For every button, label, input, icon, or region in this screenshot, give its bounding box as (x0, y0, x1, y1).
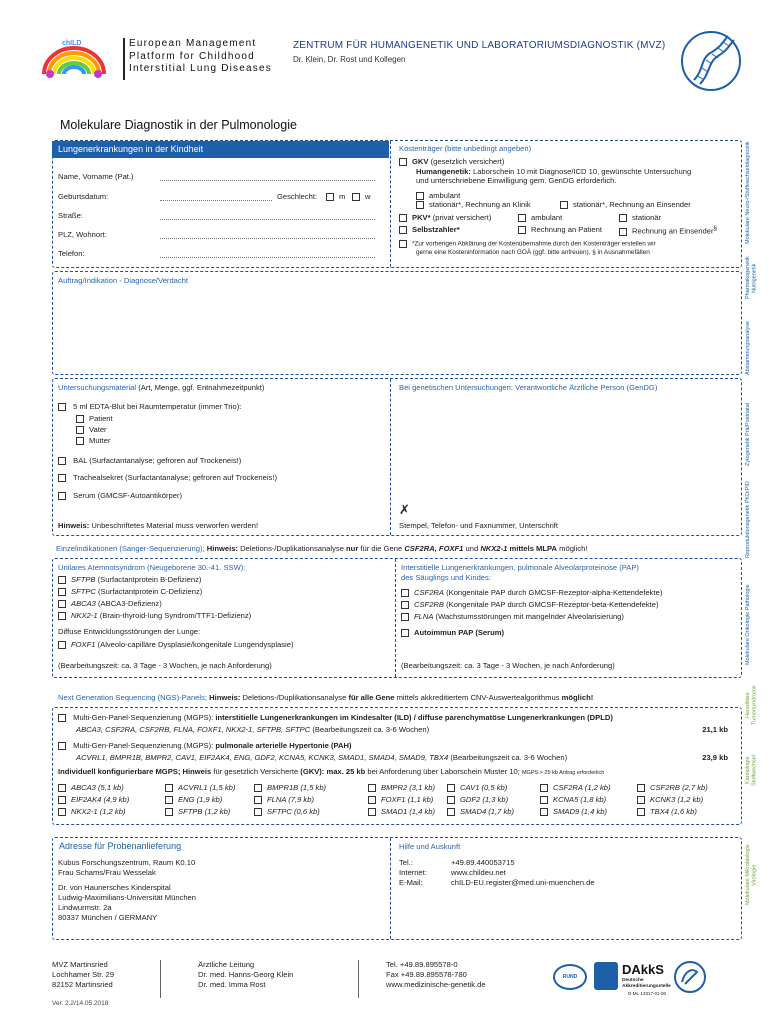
checkbox[interactable] (518, 226, 526, 234)
checkbox[interactable] (619, 214, 627, 222)
checkbox[interactable] (352, 193, 360, 201)
einzel-heading: Einzelindikationen (Sanger-Sequenzierung); (56, 544, 205, 553)
gene-panel-option[interactable]: EIF2AK4 (4,9 kb) (58, 795, 129, 804)
einzel-text: Deletions-/Duplikationsanalyse (240, 544, 344, 553)
checkbox[interactable] (165, 784, 173, 792)
street-label: Straße: (58, 211, 83, 220)
checkbox[interactable] (416, 201, 424, 209)
checkbox[interactable] (76, 426, 84, 434)
arzt-subheading: (GenDG) (626, 383, 658, 392)
hilfe-heading: Hilfe und Auskunft (399, 842, 461, 851)
gender-label: Geschlecht: (277, 192, 318, 201)
gene-panel-option[interactable]: SMAD1 (1,4 kb) (368, 807, 435, 816)
side-label: Hereditäre Tumorsyndrome (745, 685, 758, 725)
checkbox[interactable] (76, 437, 84, 445)
child-logo (36, 38, 118, 82)
gene-panel-option[interactable]: KCNA5 (1,8 kb) (540, 795, 606, 804)
checkbox[interactable] (518, 214, 526, 222)
gender-w[interactable]: w (352, 192, 370, 201)
phone-field[interactable] (160, 257, 375, 258)
side-label: Molekulare Mikrobiologie Virologie (745, 844, 758, 906)
divider (390, 379, 391, 535)
side-label: Zytogenetik Prä/Postnatal (745, 403, 751, 467)
gene-option[interactable]: ABCA3 (ABCA3-Defizienz) (58, 599, 162, 608)
unilar-heading: Unilares Atemnotsyndrom (Neugeborene 30.-41. SSW): (58, 563, 246, 572)
logo-text: chILD (62, 40, 82, 47)
side-label: Molekulare Neuro-/Stoffwechseldiagnostik (745, 141, 751, 244)
gene-panel-option[interactable]: FLNA (7,9 kb) (254, 795, 314, 804)
checkbox[interactable] (560, 201, 568, 209)
checkbox[interactable] (401, 613, 409, 621)
checkbox[interactable] (368, 808, 376, 816)
diffuse-heading: Diffuse Entwicklungsstörungen der Lunge: (58, 627, 201, 636)
material-subheading: (Art, Menge, ggf. Entnahmezeitpunkt) (138, 383, 265, 392)
gene-panel-option[interactable]: NKX2-1 (1,2 kb) (58, 807, 125, 816)
edta-option[interactable]: 5 ml EDTA-Blut bei Raumtemperatur (immer Trio): (58, 402, 241, 411)
side-label: Reproduktionsgenetik PKD/PID (745, 481, 751, 559)
dna-logo-icon (680, 30, 742, 92)
checkbox[interactable] (399, 240, 407, 248)
tracheal-option[interactable]: Trachealsekret (Surfactantanalyse; gefroren auf Trockeneis!) (58, 473, 277, 482)
rechnung-einsender-option[interactable]: Rechnung an Einsender§ (619, 225, 717, 236)
hinweis-label: Hinweis: (58, 521, 90, 530)
checkbox[interactable] (447, 796, 455, 804)
dakks-sub: Deutsche Akkreditierungsstelle (622, 978, 671, 989)
checkbox[interactable] (58, 474, 66, 482)
auftrag-heading: Auftrag/Indikation - Diagnose/Verdacht (58, 276, 189, 285)
signature-mark: ✗ (399, 502, 410, 517)
panel-pah-option[interactable]: Multi-Gen-Panel-Sequenzierung (MGPS): pulmonale arterielle Hypertonie (PAH) (58, 741, 352, 750)
dob-field[interactable] (160, 200, 272, 201)
panel-ild-genes: ABCA3, CSF2RA, CSF2RB, FLNA, FOXF1, NKX2-1, SFTPB, SFTPC (Bearbeitungszeit ca. 3-6 Wochen) (76, 725, 430, 734)
humangenetik-text: Laborschein 10 mit Diagnose/ICD 10, gewünschte Untersuchung (472, 167, 692, 176)
einzel-mlpa: mittels MLPA (509, 544, 558, 553)
material-heading: Untersuchungsmaterial (58, 383, 137, 392)
org-name: European Management Platform for Childhood Interstitial Lung Diseases (129, 38, 272, 74)
divider (395, 559, 396, 677)
checkbox[interactable] (368, 784, 376, 792)
checkbox[interactable] (401, 589, 409, 597)
side-label: Abstammungsanalyse (745, 320, 751, 375)
einzel-genes: CSF2RA, FOXF1 (404, 544, 464, 553)
selbstzahler-option[interactable]: Selbstzahler* (399, 225, 460, 234)
certification-logo: RUND (553, 964, 587, 990)
checkbox[interactable] (401, 629, 409, 637)
divider (358, 960, 359, 998)
pap-heading: Interstitielle Lungenerkrankungen, pulmonale Alveolarproteinose (PAP) (401, 563, 639, 572)
checkbox[interactable] (254, 808, 262, 816)
bal-option[interactable]: BAL (Surfactantanalyse; gefroren auf Trockeneis!) (58, 456, 241, 465)
gene-option[interactable]: NKX2-1 (Brain-thyroid-lung Syndrom/TTF1-Defizienz) (58, 611, 251, 620)
hinweis-text: Unbeschriftetes Material muss verworfen werden! (91, 521, 259, 530)
trio-mutter[interactable]: Mutter (76, 436, 111, 445)
dakks-logo: DAkkS (622, 962, 664, 977)
gene-panel-option[interactable]: CAV1 (0,5 kb) (447, 783, 507, 792)
checkbox[interactable] (58, 808, 66, 816)
adresse-block: Kubus Forschungszentrum, Raum K0.10 Frau Schams/Frau Wesselak Dr. von Haunersches Kinderspital Ludwig-Maximilians-Universität München Lindwurmstr. 2a 80337 München / GERMANY (58, 858, 197, 922)
serum-option[interactable]: Serum (GMCSF-Autoantikörper) (58, 491, 182, 500)
checkbox[interactable] (637, 808, 645, 816)
checkbox[interactable] (58, 784, 66, 792)
einzel-und: und (465, 544, 479, 553)
einzel-end: möglich! (559, 544, 588, 553)
footer-leitung: Ärztliche Leitung Dr. med. Hanns-Georg Klein Dr. med. Imma Rost (198, 960, 294, 989)
humangenetik-text2: und unterschriebene Einwilligung gem. GenDG erforderlich. (416, 176, 617, 185)
einzel-hinweis: Hinweis: (206, 544, 238, 553)
panel-pah-size: 23,9 kb (702, 753, 728, 762)
einzel-text2: für die Gene (360, 544, 403, 553)
divider (390, 838, 391, 939)
gene-option[interactable]: CSF2RA (Kongenitale PAP durch GMCSF-Rezeptor-alpha-Kettendefekte) (401, 588, 662, 597)
checkbox[interactable] (416, 192, 424, 200)
gender-m[interactable]: m (326, 192, 345, 201)
arzt-heading: Bei genetischen Untersuchungen: Verantwortliche Ärztliche Person (399, 383, 625, 392)
kosten-note[interactable]: *Zur vorherigen Abklärung der Kostenübernahme durch den Kostenträger erstellen wir (399, 240, 656, 249)
checkbox[interactable] (368, 796, 376, 804)
checkbox[interactable] (76, 415, 84, 423)
checkbox[interactable] (58, 492, 66, 500)
indiv-heading: Individuell konfigurierbare MGPS; Hinweis für gesetzlich Versicherte (GKV): max. 25 kb bei Anforderung über Laborschein Muster 10; MGPS > 25 kb Antrag erforderlich (58, 767, 605, 776)
ngs-heading: Next Generation Sequencing (NGS)-Panels; (58, 693, 207, 702)
pkv-ambulant-option[interactable]: ambulant (518, 213, 562, 222)
page-title: Molekulare Diagnostik in der Pulmonologie (60, 118, 297, 132)
autoimmun-option[interactable]: Autoimmun PAP (Serum) (401, 628, 504, 637)
pap-heading2: des Säuglings und Kindes: (401, 573, 491, 582)
checkbox[interactable] (401, 601, 409, 609)
stempel-label: Stempel, Telefon- und Faxnummer, Unterschrift (399, 521, 558, 530)
checkbox[interactable] (540, 808, 548, 816)
patient-heading: Lungenerkrankungen in der Kindheit (52, 141, 389, 158)
stationaer-einsender-option[interactable]: stationär*, Rechnung an Einsender (560, 200, 691, 209)
kosten-heading: Kostenträger (bitte unbedingt angeben) (399, 144, 532, 153)
gene-panel-option[interactable]: CSF2RB (2,7 kb) (637, 783, 708, 792)
gkv-option[interactable]: GKV (gesetzlich versichert) (399, 157, 504, 166)
plz-label: PLZ, Wohnort: (58, 230, 107, 239)
checkbox[interactable] (58, 641, 66, 649)
mvz-seal-icon (673, 960, 707, 994)
checkbox[interactable] (619, 228, 627, 236)
pkv-stationaer-option[interactable]: stationär (619, 213, 661, 222)
divider (123, 38, 125, 80)
phone-label: Telefon: (58, 249, 85, 258)
einzel-nur: nur (346, 544, 359, 553)
bearbeitungszeit: (Bearbeitungszeit: ca. 3 Tage - 3 Wochen, je nach Anforderung) (58, 661, 272, 670)
ngs-hinweis: Hinweis: (209, 693, 241, 702)
checkbox[interactable] (399, 158, 407, 166)
checkbox[interactable] (58, 588, 66, 596)
checkbox[interactable] (637, 796, 645, 804)
checkbox[interactable] (637, 784, 645, 792)
pkv-option[interactable]: PKV* (privat versichert) (399, 213, 491, 222)
ambulant-option[interactable]: ambulant (416, 191, 460, 200)
gene-option[interactable]: SFTPB (Surfactantprotein B-Defizienz) (58, 575, 201, 584)
panel-pah-genes: ACVRL1, BMPR1B, BMPR2, CAV1, EIF2AK4, ENG, GDF2, KCNA5, KCNK3, SMAD1, SMAD4, SMAD9, TBX4 (Bearbeitungszeit ca. 3-6 Wochen) (76, 753, 568, 762)
divider (160, 960, 161, 998)
dob-label: Geburtsdatum: (58, 192, 109, 201)
name-field[interactable] (160, 180, 375, 181)
plz-field[interactable] (160, 238, 375, 239)
checkbox[interactable] (58, 457, 66, 465)
gene-panel-option[interactable]: BMPR1B (1,5 kb) (254, 783, 326, 792)
ngs-alle: für alle Gene (348, 693, 395, 702)
gene-panel-option[interactable]: SFTPB (1,2 kb) (165, 807, 230, 816)
auftrag-section[interactable] (52, 271, 742, 375)
checkbox[interactable] (326, 193, 334, 201)
gene-option[interactable]: CSF2RB (Kongenitale PAP durch GMCSF-Rezeptor-beta-Kettendefekte) (401, 600, 659, 609)
gene-option[interactable]: FLNA (Wachstumsstörungen mit mangelnder Alveolarisierung) (401, 612, 624, 621)
gene-panel-option[interactable]: ABCA3 (5,1 kb) (58, 783, 124, 792)
ngs-end: möglich! (561, 693, 594, 702)
gene-panel-option[interactable]: SMAD4 (1,7 kb) (447, 807, 514, 816)
footer-address: MVZ Martinsried Lochhamer Str. 29 82152 Martinsried (52, 960, 115, 989)
checkbox[interactable] (165, 808, 173, 816)
checkbox[interactable] (58, 403, 66, 411)
checkbox[interactable] (399, 226, 407, 234)
checkbox[interactable] (58, 796, 66, 804)
gene-option[interactable]: SFTPC (Surfactantprotein C-Defizienz) (58, 587, 202, 596)
gene-panel-option[interactable]: CSF2RA (1,2 kb) (540, 783, 611, 792)
hilfe-values[interactable]: +49.89.440053715 www.childeu.net chILD-EU.register@med.uni-muenchen.de (451, 858, 595, 887)
bearbeitungszeit: (Bearbeitungszeit: ca. 3 Tage - 3 Wochen, je nach Anforderung) (401, 661, 615, 670)
gene-panel-option[interactable]: BMPR2 (3,1 kb) (368, 783, 435, 792)
checkbox[interactable] (58, 714, 66, 722)
zentrum-title: ZENTRUM FÜR HUMANGENETIK UND LABORATORIUMSDIAGNOSTIK (MVZ) (293, 40, 666, 51)
checkbox[interactable] (58, 742, 66, 750)
side-label: Pharmakogenetik Nutrigenetik (745, 256, 758, 300)
panel-ild-option[interactable]: Multi-Gen-Panel-Sequenzierung (MGPS): interstitielle Lungenerkrankungen im Kindesalter (ILD) / diffuse parenchymatöse Lungenerkrankungen (DPLD) (58, 713, 613, 722)
checkbox[interactable] (254, 796, 262, 804)
gene-panel-option[interactable]: GDF2 (1,3 kb) (447, 795, 508, 804)
divider (390, 141, 391, 267)
ngs-text2: mittels akkreditiertem CNV-Auswertealgorithmus (396, 693, 560, 702)
rechnung-patient-option[interactable]: Rechnung an Patient (518, 225, 602, 234)
trio-patient[interactable]: Patient (76, 414, 113, 423)
checkbox[interactable] (58, 612, 66, 620)
gene-panel-option[interactable]: SFTPC (0,6 kb) (254, 807, 320, 816)
kosten-note2: gerne eine Kosteninformation nach GOÄ (ggf. bitte anfreuen), § in Ausnahmefällen (416, 249, 650, 256)
checkbox[interactable] (540, 784, 548, 792)
humangenetik-label: Humangenetik: (416, 167, 471, 176)
gene-panel-option[interactable]: SMAD9 (1,4 kb) (540, 807, 607, 816)
footer-contact: Tel. +49.89.895578-0 Fax +49.89.895578-780 www.medizinische-genetik.de (386, 960, 486, 989)
version: Ver. 2.2/14.05.2018 (52, 1000, 109, 1007)
gene-panel-option[interactable]: FOXF1 (1,1 kb) (368, 795, 433, 804)
doctors: Dr. Klein, Dr. Rost und Kollegen (293, 55, 406, 64)
stationaer-klinik-option[interactable]: stationär*, Rechnung an Klinik (416, 200, 531, 209)
adresse-heading: Adresse für Probenanlieferung (53, 838, 390, 854)
checkbox[interactable] (447, 784, 455, 792)
checkbox[interactable] (254, 784, 262, 792)
gene-option[interactable]: FOXF1 (Alveolo-capilläre Dysplasie/kongenitale Lungendysplasie) (58, 640, 293, 649)
name-label: Name, Vorname (Pat.) (58, 172, 134, 181)
einzel-gene3: NKX2-1 (480, 544, 508, 553)
side-label: Molekulare Onkologie Pathologie (745, 584, 751, 666)
ngs-text: Deletions-/Duplikationsanalyse (242, 693, 347, 702)
checkbox[interactable] (540, 796, 548, 804)
dakks-icon (594, 962, 618, 990)
gene-panel-option[interactable]: ENG (1,9 kb) (165, 795, 222, 804)
hilfe-labels: Tel.: Internet: E-Mail: (399, 858, 427, 887)
gene-panel-option[interactable]: TBX4 (1,6 kb) (637, 807, 697, 816)
checkbox[interactable] (165, 796, 173, 804)
trio-vater[interactable]: Vater (76, 425, 107, 434)
checkbox[interactable] (58, 576, 66, 584)
gene-panel-option[interactable]: KCNK3 (1,2 kb) (637, 795, 703, 804)
dakks-number: D-ML-13317-01-00 (628, 991, 667, 996)
checkbox[interactable] (58, 600, 66, 608)
street-field[interactable] (160, 219, 375, 220)
checkbox[interactable] (399, 214, 407, 222)
checkbox[interactable] (447, 808, 455, 816)
panel-ild-size: 21,1 kb (702, 725, 728, 734)
side-label: Kardiologie Stoffwechsel (745, 754, 758, 786)
gene-panel-option[interactable]: ACVRL1 (1,5 kb) (165, 783, 235, 792)
